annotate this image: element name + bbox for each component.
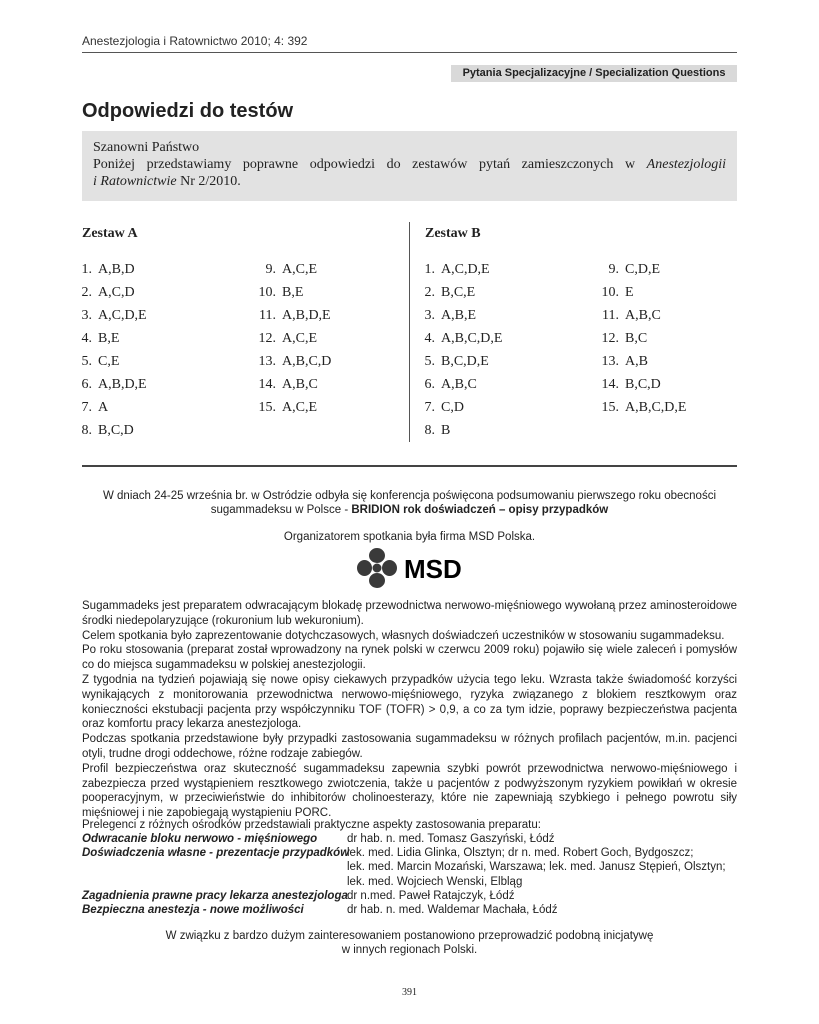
answer-value: A,B,C,D,E [625, 400, 687, 415]
answer-number: 2. [424, 285, 435, 300]
answer-number: 5. [424, 354, 435, 369]
answer-item [258, 377, 318, 393]
answer-number: 8. [81, 423, 92, 438]
presentation-speakers: lek. med. Wojciech Wenski, Elbląg [347, 875, 523, 888]
closing-line: W związku z bardzo dużym zainteresowaniem postanowiono przeprowadzić podobną inicjatywę [165, 930, 654, 942]
answer-value: C,D [441, 400, 464, 415]
body-paragraph: Podczas spotkania przedstawione były przypadki zastosowania sugammadeksu w różnych profilach pacjentów, m.in. pacjenci otyli, trudne drogi oddechowe, różne rodzaje zabiegów. [82, 733, 737, 760]
answer-value: A,B,D [98, 262, 135, 277]
presentation-speakers: lek. med. Marcin Mozański, Warszawa; lek. med. Janusz Stępień, Olsztyn; [347, 861, 726, 874]
answer-value: B,C,D [98, 423, 134, 438]
answer-value: A,C,E [282, 400, 317, 415]
intro-text: Poniżej przedstawiamy poprawne odpowiedzi do zestawów pytań zamieszczonych w Anestezjologii [93, 157, 726, 172]
presenters-intro: Prelegenci z różnych ośrodków przedstawiali praktyczne aspekty zastosowania preparatu: [82, 819, 541, 831]
body-paragraph: Sugammadeks jest preparatem odwracającym blokadę przewodnictwa nerwowo-mięśniowego wywołaną przez aminosteroidowe środki niedepolaryzujące (rokuronium lub wekuronium). [82, 600, 737, 627]
answer-number: 13. [601, 354, 619, 369]
answer-number: 7. [424, 400, 435, 415]
answer-value: B,E [282, 285, 304, 300]
answer-number: 1. [81, 262, 92, 277]
answer-item [258, 308, 331, 324]
answer-value: A,C,E [282, 331, 317, 346]
msd-logo-text: MSD [404, 554, 462, 584]
answer-item [425, 377, 477, 393]
intro-box [82, 131, 737, 201]
answer-item [82, 400, 108, 416]
answer-item [601, 331, 647, 347]
intro-greeting: Szanowni Państwo [93, 140, 200, 155]
answer-value: A,B,C,D,E [441, 331, 503, 346]
intro-text-cont: i Ratownictwie Nr 2/2010. [93, 174, 241, 189]
answer-item [425, 400, 464, 416]
answer-value: A,B,C [441, 377, 477, 392]
answer-number: 10. [258, 285, 276, 300]
answer-item [82, 423, 134, 439]
announcement-line: sugammadeksu w Polsce - BRIDION rok doświadczeń – opisy przypadków [210, 504, 609, 516]
answer-value: A,C,D,E [98, 308, 147, 323]
answer-number: 7. [81, 400, 92, 415]
set-b-title: Zestaw B [425, 226, 481, 241]
section-badge: Pytania Specjalizacyjne / Specialization Questions [451, 65, 737, 82]
answer-item [601, 285, 634, 301]
answer-item [425, 285, 475, 301]
page-title: Odpowiedzi do testów [82, 100, 294, 122]
answer-item [258, 331, 317, 347]
answer-value: A,B,C [282, 377, 318, 392]
answer-item [425, 331, 502, 347]
answer-number: 4. [424, 331, 435, 346]
answer-item [258, 354, 331, 370]
organizer-line: Organizatorem spotkania była firma MSD Polska. [283, 531, 536, 543]
announcement-line: W dniach 24-25 września br. w Ostródzie odbyła się konferencja poświęcona podsumowaniu pierwszego roku obecności [102, 490, 717, 502]
answer-number: 15. [258, 400, 276, 415]
answer-item [425, 423, 450, 439]
answer-value: B,C [625, 331, 648, 346]
conference-announcement [82, 489, 737, 517]
presentation-speakers: dr hab. n. med. Tomasz Gaszyński, Łódź [347, 833, 555, 845]
answer-item [601, 262, 660, 278]
closing-line: w innych regionach Polski. [341, 944, 478, 956]
answer-value: A,B [625, 354, 648, 369]
answer-item [82, 354, 119, 370]
answer-item [82, 285, 135, 301]
presentation-speakers: lek. med. Lidia Glinka, Olsztyn; dr n. med. Robert Goch, Bydgoszcz; [347, 847, 694, 860]
answer-item [425, 354, 489, 370]
column-divider [409, 222, 410, 442]
answer-item [601, 400, 686, 416]
answer-value: B,C,E [441, 285, 476, 300]
answer-value: B,E [98, 331, 120, 346]
presentation-topic: Zagadnienia prawne pracy lekarza anestezjologa [82, 889, 348, 902]
presentation-topic: Doświadczenia własne - prezentacje przypadków [82, 847, 350, 860]
answer-value: A,B,C,D [282, 354, 332, 369]
answer-number: 6. [81, 377, 92, 392]
presentation-speakers: dr hab. n. med. Waldemar Machała, Łódź [347, 904, 558, 916]
answer-number: 1. [424, 262, 435, 277]
answer-item [601, 308, 661, 324]
answer-number: 2. [81, 285, 92, 300]
answer-number: 11. [602, 308, 619, 323]
answer-value: B,C,D [625, 377, 661, 392]
answer-item [82, 308, 147, 324]
answer-value: A,B,D,E [98, 377, 147, 392]
answer-item [82, 331, 119, 347]
answer-number: 4. [81, 331, 92, 346]
body-paragraph: Celem spotkania było zaprezentowanie dotychczasowych, własnych doświadczeń uczestników w stosowaniu sugammadeksu. [82, 629, 725, 642]
presentation-topic: Odwracanie bloku nerwowo - mięśniowego [82, 833, 318, 845]
answer-value: A,B,C [625, 308, 661, 323]
answer-number: 12. [601, 331, 619, 346]
answer-value: A [98, 400, 109, 415]
answer-value: C,E [98, 354, 120, 369]
answer-number: 3. [424, 308, 435, 323]
answer-item [258, 400, 317, 416]
page-number: 391 [402, 987, 417, 998]
presentation-topic: Bezpieczna anestezja - nowe możliwości [82, 904, 304, 916]
answer-item [425, 262, 490, 278]
answer-item [258, 262, 317, 278]
section-rule [82, 465, 737, 467]
answer-number: 14. [601, 377, 619, 392]
presentation-speakers: dr n.med. Paweł Ratajczyk, Łódź [347, 889, 515, 902]
answer-item [425, 308, 476, 324]
answer-number: 11. [259, 308, 276, 323]
msd-logo [356, 547, 466, 589]
answer-number: 13. [258, 354, 276, 369]
answer-value: A,C,E [282, 262, 317, 277]
answer-number: 6. [424, 377, 435, 392]
answer-value: B [441, 423, 451, 438]
answer-value: E [625, 285, 634, 300]
body-paragraph: Z tygodnia na tydzień pojawiają się nowe opisy ciekawych przypadków użycia tego leku. Wzrasta także świadomość korzyści wynikających z monitorowania przewodnictwa nerwowo-mięśniowego, ryzyka związanego z blokiem resztkowym oraz konieczności ekstubacji pacjenta przy współczynniku TOF (TOFR) > 0,9, a co za tym idzie, poprawy bezpieczeństwa pacjenta oraz komfortu pracy lekarza anestezjologa. [82, 673, 737, 731]
answer-number: 8. [424, 423, 435, 438]
article-body [82, 599, 737, 821]
body-paragraph: Po roku stosowania (preparat został wprowadzony na rynek polski w czerwcu 2009 roku) pojawiło się wiele zaleceń i pomysłów co do miejsca sugammadeksu w polskiej anestezjologii. [82, 644, 737, 672]
body-paragraph: Profil bezpieczeństwa oraz skuteczność sugammadeksu zapewnia szybki powrót przewodnictwa nerwowo-mięśniowego i zabezpiecza przed wystąpieniem resztkowego zwiotczenia, także u pacjentów z podwyższonym ryzykiem powikłań w okresie pooperacyjnym, w przeciwieństwie do inhibitorów cholinoesterazy, które nie zapewniają szybkiego i pełnego powrotu siły mięśniowej i nie zapobiegają wystąpieniu PORC. [82, 762, 737, 820]
answer-number: 10. [601, 285, 619, 300]
answer-item [82, 377, 147, 393]
answer-value: C,D,E [625, 262, 660, 277]
answer-number: 9. [608, 262, 619, 277]
answer-item [601, 354, 648, 370]
journal-citation: Anestezjologia i Ratownictwo 2010; 4: 392 [82, 34, 308, 48]
answer-item [601, 377, 661, 393]
closing-note [82, 929, 737, 957]
answer-number: 9. [265, 262, 276, 277]
answer-number: 15. [601, 400, 619, 415]
answer-number: 3. [81, 308, 92, 323]
answer-value: A,C,D [98, 285, 135, 300]
msd-logo-mark [356, 547, 466, 589]
answer-value: A,C,D,E [441, 262, 490, 277]
answer-value: B,C,D,E [441, 354, 489, 369]
answer-value: A,B,D,E [282, 308, 331, 323]
answer-number: 12. [258, 331, 276, 346]
header-rule [82, 52, 737, 53]
answer-item [258, 285, 303, 301]
answer-value: A,B,E [441, 308, 476, 323]
set-a-title: Zestaw A [82, 226, 138, 241]
answer-number: 5. [81, 354, 92, 369]
answer-number: 14. [258, 377, 276, 392]
answer-item [82, 262, 135, 278]
